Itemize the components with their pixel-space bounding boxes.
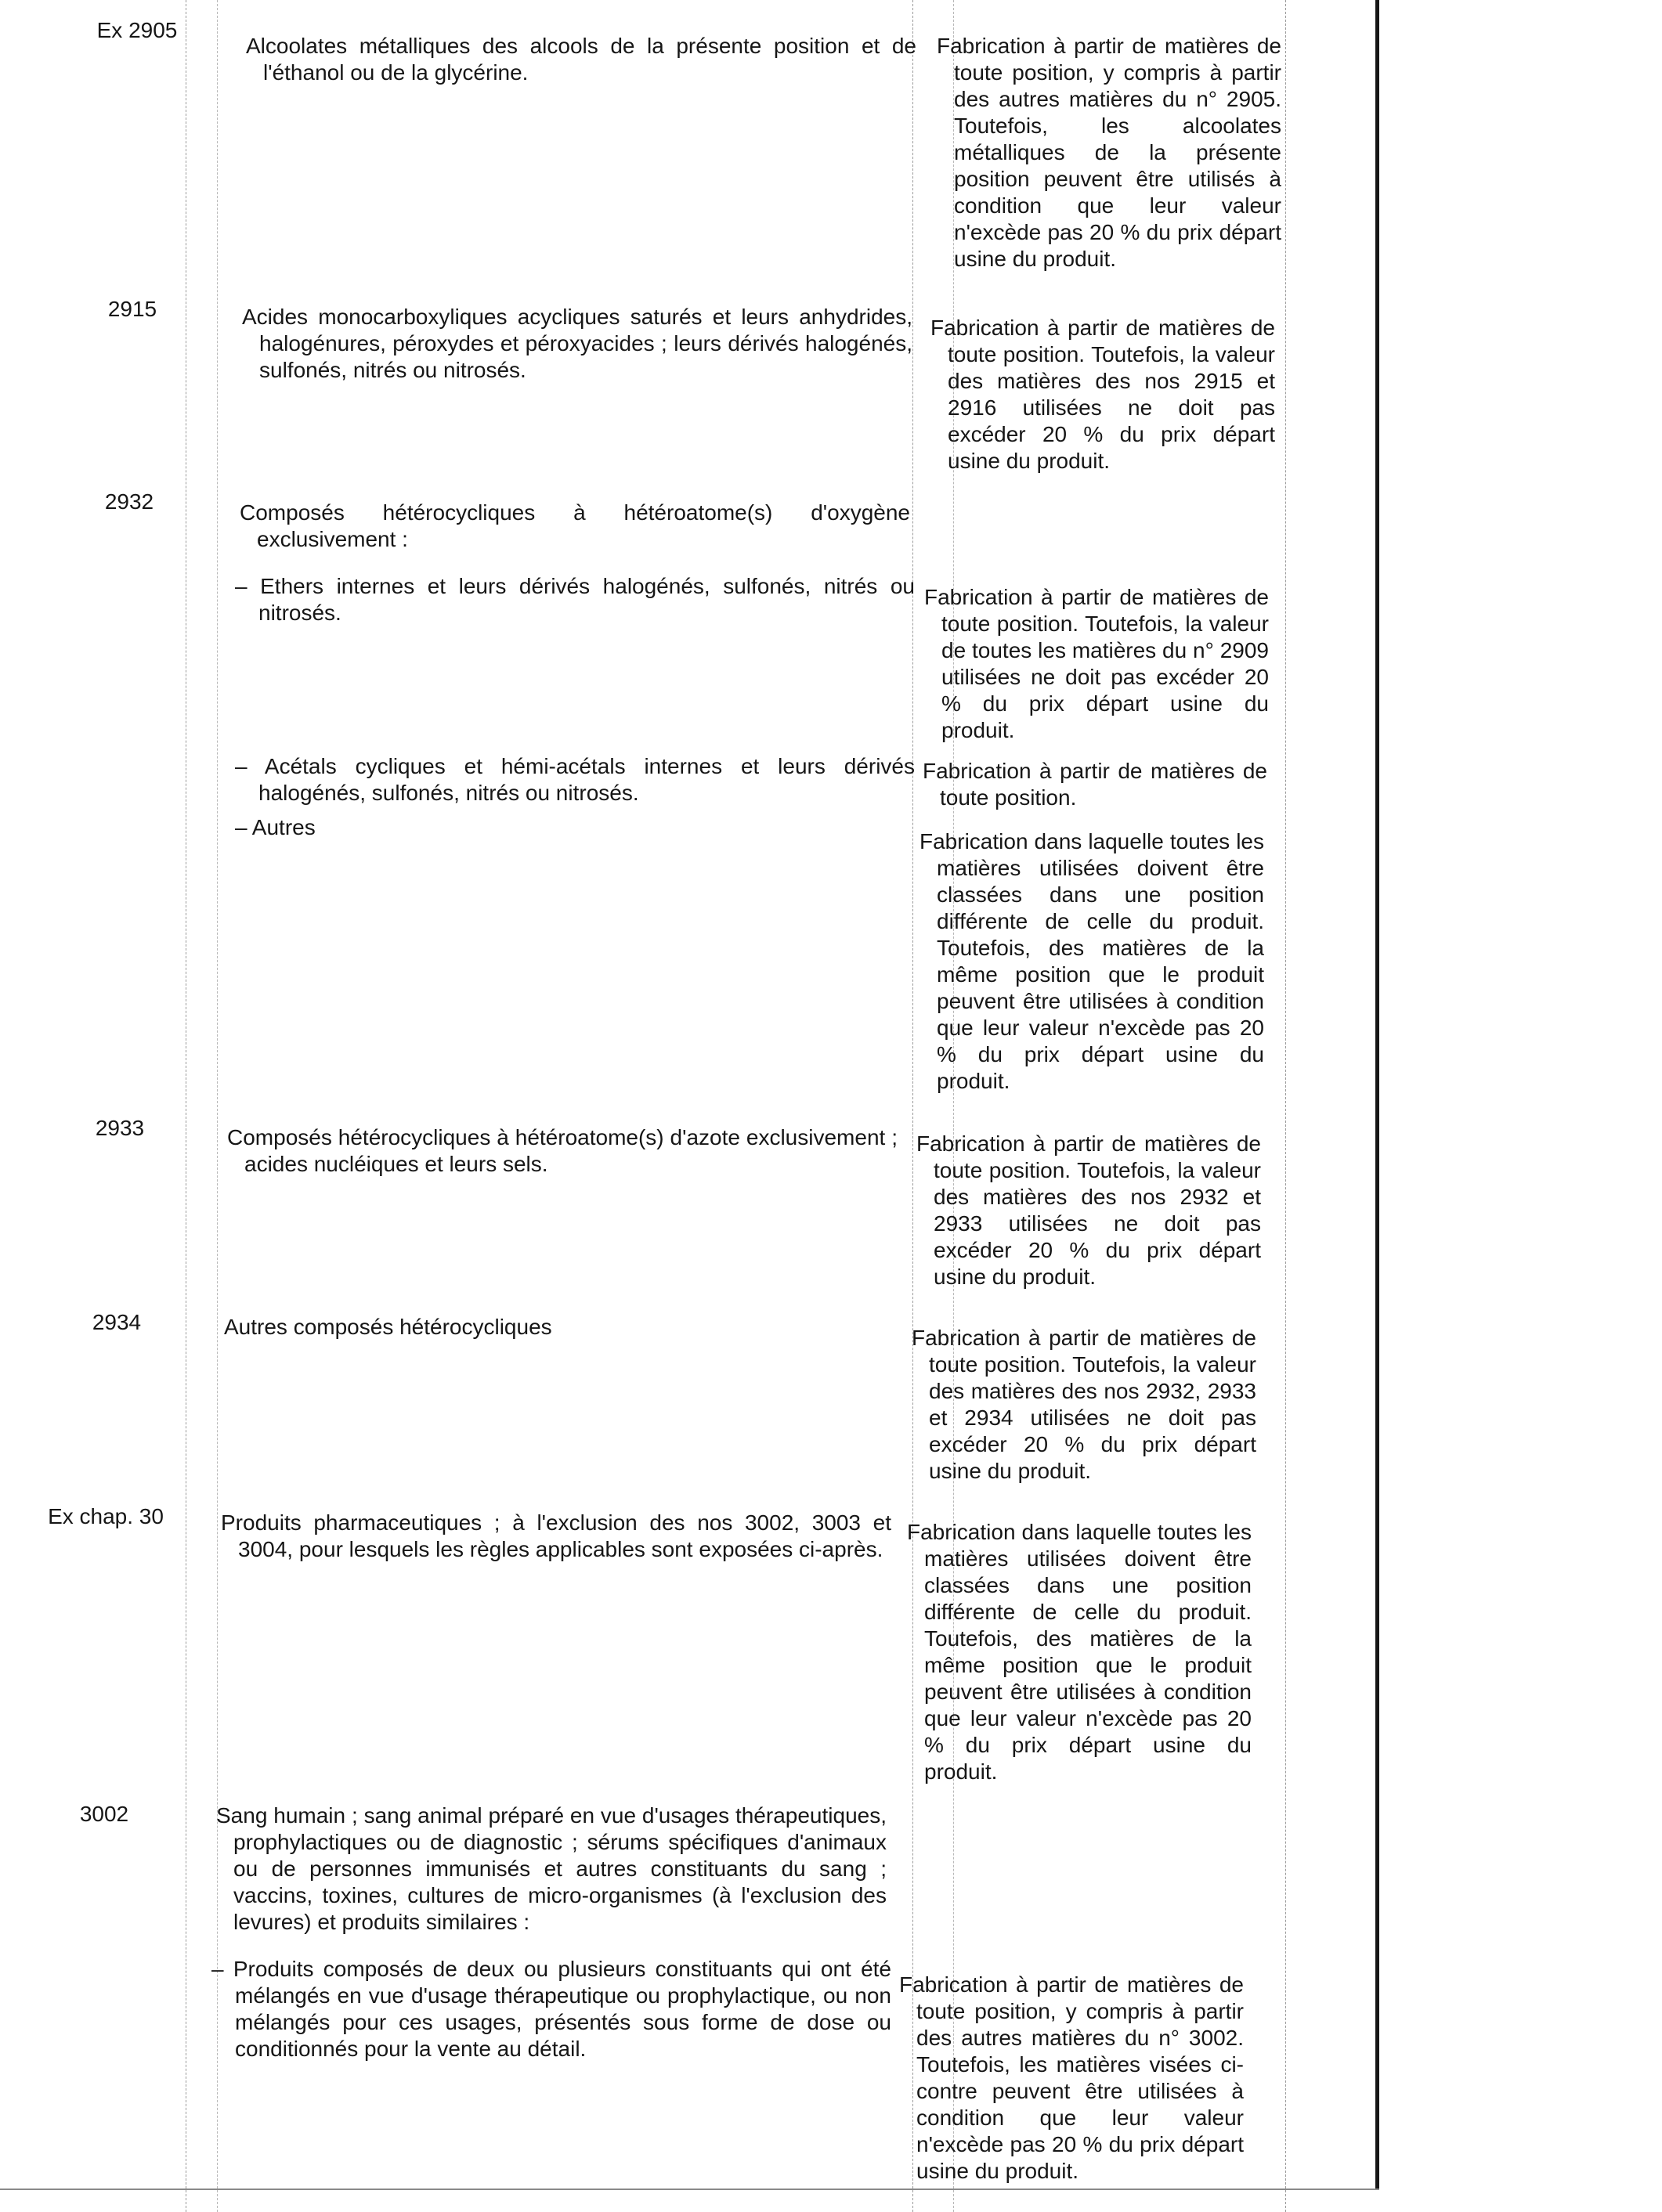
- origin-rule: Fabrication dans laquelle toutes les matières utilisées doivent être classées dans une position différente de celle du produit. Toutefois, des matières de la même position que le produit peuvent être utilisées à condition que leur valeur n'excède pas 20 % du prix départ usine du produit.: [920, 829, 1264, 1093]
- origin-rule: Fabrication dans laquelle toutes les matières utilisées doivent être classées dans une position différente de celle du produit. Toutefois, des matières de la même position que le produit peuvent être utilisées à condition que leur valeur n'excède pas 20 % du prix départ usine du produit.: [907, 1520, 1252, 1784]
- origin-rule: Fabrication à partir de matières de toute position. Toutefois, la valeur des matières des nos 2915 et 2916 utilisées ne doit pas excéder 20 % du prix départ usine du produit.: [930, 316, 1275, 473]
- product-description: Composés hétérocycliques à hétéroatome(s) d'oxygène exclusivement :: [240, 500, 910, 551]
- product-description: Alcoolates métalliques des alcools de la présente position et de l'éthanol ou de la glycérine.: [246, 34, 916, 85]
- product-description: Sang humain ; sang animal préparé en vue d'usages thérapeutiques, prophylactiques ou de diagnostic ; sérums spécifiques d'animaux ou de personnes immunisés et autres constituants du sang ; vaccins, toxines, cultures de micro-organismes (à l'exclusion des levures) et produits similaires :: [216, 1803, 887, 1934]
- origin-rule: Fabrication à partir de matières de toute position. Toutefois, la valeur des matières des nos 2932 et 2933 utilisées ne doit pas excéder 20 % du prix départ usine du produit.: [916, 1131, 1261, 1289]
- product-description: Acides monocarboxyliques acycliques saturés et leurs anhydrides, halogénures, péroxydes et péroxyacides ; leurs dérivés halogénés, sulfonés, nitrés ou nitrosés.: [242, 305, 912, 382]
- product-description: Composés hétérocycliques à hétéroatome(s) d'azote exclusivement ; acides nucléiques et leurs sels.: [227, 1125, 898, 1176]
- heading-code: 2933: [95, 1116, 145, 1140]
- heading-code: 2934: [92, 1310, 142, 1334]
- product-description: Autres composés hétérocycliques: [224, 1315, 552, 1339]
- table-bottom-border: [0, 2189, 1379, 2190]
- sub-item: – Autres: [235, 815, 316, 839]
- sub-item: – Produits composés de deux ou plusieurs constituants qui ont été mélangés en vue d'usage thérapeutique ou prophylactique, ou non mélangés pour ces usages, présentés sous forme de dose ou conditionnés pour la vente au détail.: [211, 1957, 891, 2061]
- heading-code: 2932: [104, 489, 154, 514]
- origin-rule: Fabrication à partir de matières de toute position, y compris à partir des autres matières du n° 3002. Toutefois, les matières visées ci-contre peuvent être utilisées à condition que leur valeur n'excède pas 20 % du prix départ usine du produit.: [899, 1972, 1244, 2183]
- column-divider: [1285, 0, 1286, 2212]
- origin-rule: Fabrication à partir de matières de toute position.: [923, 759, 1267, 810]
- heading-code: Ex 2905: [96, 18, 178, 42]
- origin-rule: Fabrication à partir de matières de toute position, y compris à partir des autres matières du n° 2905. Toutefois, les alcoolates métalliques de la présente position peuvent être utilisés à condition que leur valeur n'excède pas 20 % du prix départ usine du produit.: [937, 34, 1281, 271]
- column-divider: [912, 0, 913, 2212]
- heading-code: 3002: [79, 1802, 129, 1826]
- table-right-border: [1375, 0, 1379, 2189]
- sub-item: – Acétals cycliques et hémi-acétals internes et leurs dérivés halogénés, sulfonés, nitrés ou nitrosés.: [235, 754, 915, 805]
- heading-code: Ex chap. 30: [48, 1504, 164, 1528]
- origin-rule: Fabrication à partir de matières de toute position. Toutefois, la valeur des matières des nos 2932, 2933 et 2934 utilisées ne doit pas excéder 20 % du prix départ usine du produit.: [912, 1326, 1256, 1483]
- product-description: Produits pharmaceutiques ; à l'exclusion des nos 3002, 3003 et 3004, pour lesquels les règles applicables sont exposées ci-après.: [221, 1510, 891, 1561]
- sub-item: – Ethers internes et leurs dérivés halogénés, sulfonés, nitrés ou nitrosés.: [235, 574, 915, 625]
- origin-rule: Fabrication à partir de matières de toute position. Toutefois, la valeur de toutes les matières du n° 2909 utilisées ne doit pas excéder 20 % du prix départ usine du produit.: [924, 585, 1269, 742]
- heading-code: 2915: [107, 297, 157, 321]
